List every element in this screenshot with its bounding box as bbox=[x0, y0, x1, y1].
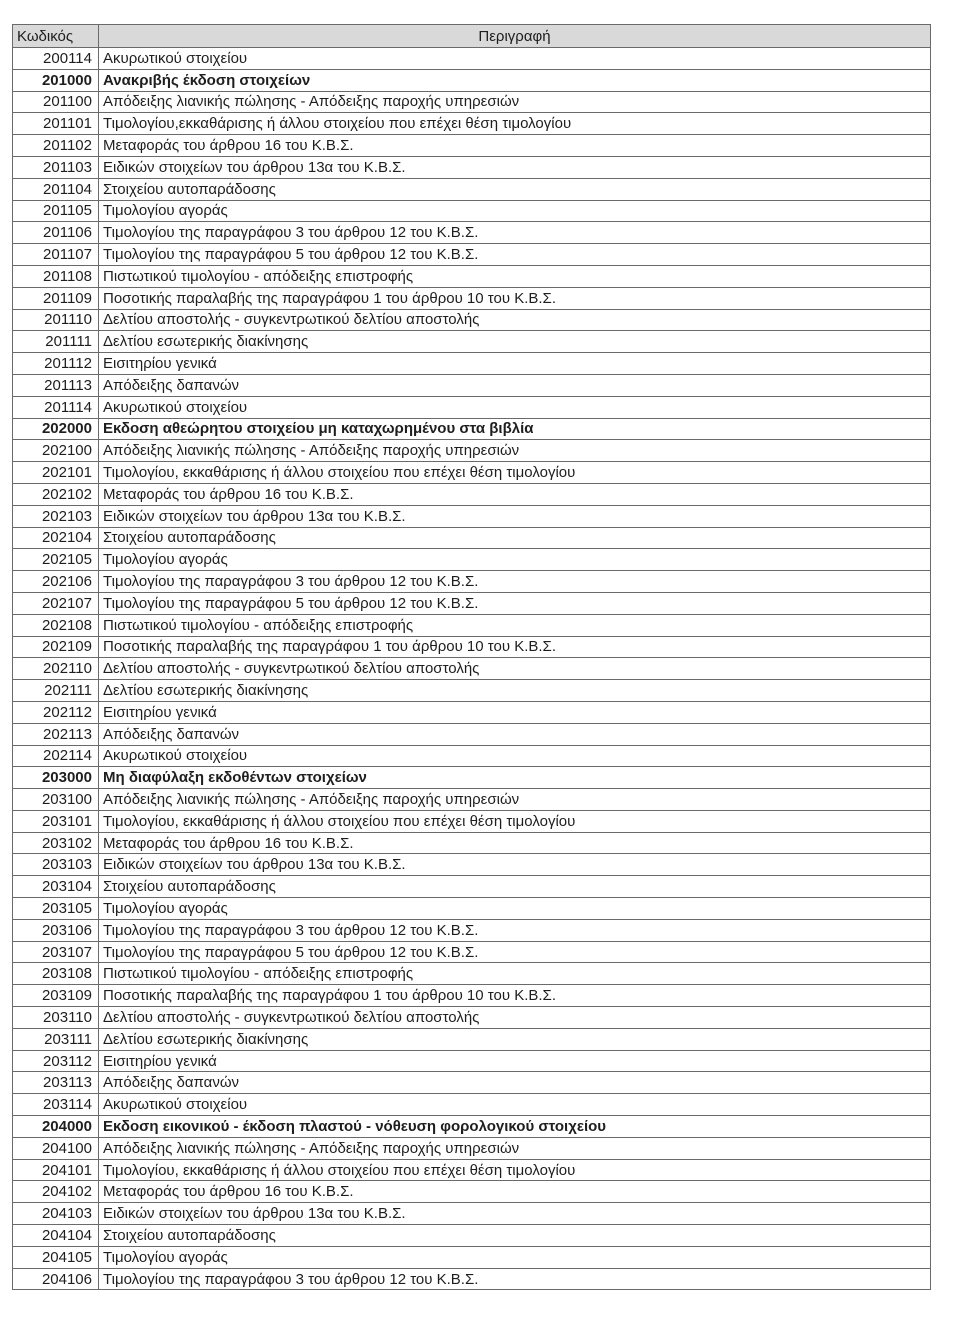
row-description: Απόδειξης λιανικής πώλησης - Απόδειξης παροχής υπηρεσιών bbox=[99, 91, 931, 113]
violation-codes-table bbox=[12, 24, 931, 1290]
row-description: Τιμολογίου της παραγράφου 5 του άρθρου 12 του Κ.Β.Σ. bbox=[99, 592, 931, 614]
row-code: 203104 bbox=[13, 876, 99, 898]
row-description: Ποσοτικής παραλαβής της παραγράφου 1 του άρθρου 10 του Κ.Β.Σ. bbox=[99, 287, 931, 309]
table-row bbox=[13, 723, 931, 745]
row-code: 203113 bbox=[13, 1072, 99, 1094]
row-description: Εκδοση αθεώρητου στοιχείου μη καταχωρημένου στα βιβλία bbox=[99, 418, 931, 440]
row-description: Ακυρωτικού στοιχείου bbox=[99, 48, 931, 70]
row-description: Πιστωτικού τιμολογίου - απόδειξης επιστροφής bbox=[99, 963, 931, 985]
row-code: 201106 bbox=[13, 222, 99, 244]
row-description: Τιμολογίου αγοράς bbox=[99, 200, 931, 222]
row-code: 201101 bbox=[13, 113, 99, 135]
row-description: Τιμολογίου αγοράς bbox=[99, 898, 931, 920]
row-description: Στοιχείου αυτοπαράδοσης bbox=[99, 178, 931, 200]
row-description: Τιμολογίου της παραγράφου 3 του άρθρου 12 του Κ.Β.Σ. bbox=[99, 919, 931, 941]
row-description: Τιμολογίου της παραγράφου 5 του άρθρου 12 του Κ.Β.Σ. bbox=[99, 244, 931, 266]
table-row bbox=[13, 200, 931, 222]
row-description: Τιμολογίου της παραγράφου 3 του άρθρου 12 του Κ.Β.Σ. bbox=[99, 571, 931, 593]
table-row bbox=[13, 222, 931, 244]
row-description: Τιμολογίου της παραγράφου 3 του άρθρου 12 του Κ.Β.Σ. bbox=[99, 1268, 931, 1290]
table-row bbox=[13, 592, 931, 614]
row-code: 202103 bbox=[13, 505, 99, 527]
row-description: Πιστωτικού τιμολογίου - απόδειξης επιστροφής bbox=[99, 614, 931, 636]
row-description: Στοιχείου αυτοπαράδοσης bbox=[99, 1225, 931, 1247]
row-code: 202106 bbox=[13, 571, 99, 593]
row-description: Απόδειξης λιανικής πώλησης - Απόδειξης παροχής υπηρεσιών bbox=[99, 789, 931, 811]
row-description: Ποσοτικής παραλαβής της παραγράφου 1 του άρθρου 10 του Κ.Β.Σ. bbox=[99, 636, 931, 658]
row-code: 203101 bbox=[13, 810, 99, 832]
row-description: Εισιτηρίου γενικά bbox=[99, 1050, 931, 1072]
row-description: Εισιτηρίου γενικά bbox=[99, 353, 931, 375]
row-code: 201108 bbox=[13, 265, 99, 287]
row-code: 204106 bbox=[13, 1268, 99, 1290]
row-code: 202110 bbox=[13, 658, 99, 680]
table-row bbox=[13, 156, 931, 178]
table-row bbox=[13, 1028, 931, 1050]
row-code: 203114 bbox=[13, 1094, 99, 1116]
table-row bbox=[13, 309, 931, 331]
row-code: 202108 bbox=[13, 614, 99, 636]
row-description: Ειδικών στοιχείων του άρθρου 13α του Κ.Β.Σ. bbox=[99, 156, 931, 178]
row-description: Δελτίου εσωτερικής διακίνησης bbox=[99, 680, 931, 702]
row-code: 201000 bbox=[13, 69, 99, 91]
table-row bbox=[13, 767, 931, 789]
row-code: 204100 bbox=[13, 1137, 99, 1159]
table-row bbox=[13, 701, 931, 723]
row-code: 201112 bbox=[13, 353, 99, 375]
row-code: 204104 bbox=[13, 1225, 99, 1247]
row-description: Τιμολογίου, εκκαθάρισης ή άλλου στοιχείου που επέχει θέση τιμολογίου bbox=[99, 1159, 931, 1181]
row-description: Απόδειξης δαπανών bbox=[99, 374, 931, 396]
header-description: Περιγραφή bbox=[99, 25, 931, 48]
row-code: 201114 bbox=[13, 396, 99, 418]
table-row bbox=[13, 1268, 931, 1290]
table-row bbox=[13, 440, 931, 462]
row-code: 202113 bbox=[13, 723, 99, 745]
row-code: 201103 bbox=[13, 156, 99, 178]
row-code: 202100 bbox=[13, 440, 99, 462]
row-code: 204103 bbox=[13, 1203, 99, 1225]
table-row bbox=[13, 374, 931, 396]
table-row bbox=[13, 1007, 931, 1029]
table-row bbox=[13, 505, 931, 527]
table-row bbox=[13, 876, 931, 898]
table-row bbox=[13, 462, 931, 484]
row-description: Στοιχείου αυτοπαράδοσης bbox=[99, 876, 931, 898]
row-description: Πιστωτικού τιμολογίου - απόδειξης επιστροφής bbox=[99, 265, 931, 287]
row-code: 204000 bbox=[13, 1116, 99, 1138]
row-code: 202107 bbox=[13, 592, 99, 614]
table-row bbox=[13, 1159, 931, 1181]
row-description: Ακυρωτικού στοιχείου bbox=[99, 1094, 931, 1116]
table-row bbox=[13, 636, 931, 658]
table-row bbox=[13, 941, 931, 963]
row-description: Δελτίου εσωτερικής διακίνησης bbox=[99, 1028, 931, 1050]
table-row bbox=[13, 48, 931, 70]
table-row bbox=[13, 418, 931, 440]
row-description: Ειδικών στοιχείων του άρθρου 13α του Κ.Β.Σ. bbox=[99, 854, 931, 876]
row-description: Δελτίου εσωτερικής διακίνησης bbox=[99, 331, 931, 353]
table-row bbox=[13, 832, 931, 854]
row-code: 200114 bbox=[13, 48, 99, 70]
table-row bbox=[13, 614, 931, 636]
row-code: 203105 bbox=[13, 898, 99, 920]
table-row bbox=[13, 1116, 931, 1138]
table-row bbox=[13, 658, 931, 680]
table-row bbox=[13, 1137, 931, 1159]
row-description: Στοιχείου αυτοπαράδοσης bbox=[99, 527, 931, 549]
row-code: 203102 bbox=[13, 832, 99, 854]
table-row bbox=[13, 985, 931, 1007]
table-row bbox=[13, 396, 931, 418]
document-page bbox=[12, 24, 930, 1290]
table-row bbox=[13, 178, 931, 200]
row-description: Τιμολογίου, εκκαθάρισης ή άλλου στοιχείου που επέχει θέση τιμολογίου bbox=[99, 810, 931, 832]
table-header bbox=[13, 25, 931, 48]
table-row bbox=[13, 854, 931, 876]
row-description: Μη διαφύλαξη εκδοθέντων στοιχείων bbox=[99, 767, 931, 789]
table-row bbox=[13, 680, 931, 702]
row-code: 202104 bbox=[13, 527, 99, 549]
row-description: Μεταφοράς του άρθρου 16 του Κ.Β.Σ. bbox=[99, 832, 931, 854]
table-row bbox=[13, 91, 931, 113]
row-code: 201111 bbox=[13, 331, 99, 353]
row-code: 204102 bbox=[13, 1181, 99, 1203]
row-code: 203103 bbox=[13, 854, 99, 876]
table-row bbox=[13, 1203, 931, 1225]
table-row bbox=[13, 1050, 931, 1072]
row-description: Ποσοτικής παραλαβής της παραγράφου 1 του άρθρου 10 του Κ.Β.Σ. bbox=[99, 985, 931, 1007]
row-code: 202105 bbox=[13, 549, 99, 571]
table-row bbox=[13, 135, 931, 157]
row-code: 204101 bbox=[13, 1159, 99, 1181]
row-code: 202102 bbox=[13, 483, 99, 505]
row-description: Απόδειξης λιανικής πώλησης - Απόδειξης παροχής υπηρεσιών bbox=[99, 440, 931, 462]
table-row bbox=[13, 1181, 931, 1203]
table-row bbox=[13, 898, 931, 920]
row-description: Εισιτηρίου γενικά bbox=[99, 701, 931, 723]
table-row bbox=[13, 244, 931, 266]
row-description: Ακυρωτικού στοιχείου bbox=[99, 396, 931, 418]
row-description: Τιμολογίου,εκκαθάρισης ή άλλου στοιχείου που επέχει θέση τιμολογίου bbox=[99, 113, 931, 135]
row-code: 202114 bbox=[13, 745, 99, 767]
table-row bbox=[13, 789, 931, 811]
table-row bbox=[13, 69, 931, 91]
row-code: 201110 bbox=[13, 309, 99, 331]
header-code: Κωδικός bbox=[13, 25, 99, 48]
row-code: 201113 bbox=[13, 374, 99, 396]
table-row bbox=[13, 1072, 931, 1094]
table-row bbox=[13, 919, 931, 941]
row-description: Δελτίου αποστολής - συγκεντρωτικού δελτίου αποστολής bbox=[99, 309, 931, 331]
row-code: 203106 bbox=[13, 919, 99, 941]
row-description: Τιμολογίου αγοράς bbox=[99, 549, 931, 571]
table-row bbox=[13, 483, 931, 505]
row-code: 201104 bbox=[13, 178, 99, 200]
row-description: Μεταφοράς του άρθρου 16 του Κ.Β.Σ. bbox=[99, 1181, 931, 1203]
table-row bbox=[13, 113, 931, 135]
table-row bbox=[13, 265, 931, 287]
row-code: 202101 bbox=[13, 462, 99, 484]
row-code: 203112 bbox=[13, 1050, 99, 1072]
row-description: Ακυρωτικού στοιχείου bbox=[99, 745, 931, 767]
row-description: Τιμολογίου αγοράς bbox=[99, 1246, 931, 1268]
table-row bbox=[13, 527, 931, 549]
table-row bbox=[13, 549, 931, 571]
row-code: 202112 bbox=[13, 701, 99, 723]
table-row bbox=[13, 810, 931, 832]
table-row bbox=[13, 331, 931, 353]
table-row bbox=[13, 745, 931, 767]
row-description: Ανακριβής έκδοση στοιχείων bbox=[99, 69, 931, 91]
row-description: Ειδικών στοιχείων του άρθρου 13α του Κ.Β.Σ. bbox=[99, 1203, 931, 1225]
header-row bbox=[13, 25, 931, 48]
row-description: Τιμολογίου της παραγράφου 5 του άρθρου 12 του Κ.Β.Σ. bbox=[99, 941, 931, 963]
row-description: Δελτίου αποστολής - συγκεντρωτικού δελτίου αποστολής bbox=[99, 658, 931, 680]
row-description: Τιμολογίου, εκκαθάρισης ή άλλου στοιχείου που επέχει θέση τιμολογίου bbox=[99, 462, 931, 484]
row-code: 202000 bbox=[13, 418, 99, 440]
row-description: Απόδειξης λιανικής πώλησης - Απόδειξης παροχής υπηρεσιών bbox=[99, 1137, 931, 1159]
row-code: 203100 bbox=[13, 789, 99, 811]
row-description: Απόδειξης δαπανών bbox=[99, 723, 931, 745]
row-code: 202111 bbox=[13, 680, 99, 702]
table-row bbox=[13, 963, 931, 985]
row-code: 204105 bbox=[13, 1246, 99, 1268]
row-description: Τιμολογίου της παραγράφου 3 του άρθρου 12 του Κ.Β.Σ. bbox=[99, 222, 931, 244]
table-row bbox=[13, 1246, 931, 1268]
table-body bbox=[13, 48, 931, 1290]
row-code: 201109 bbox=[13, 287, 99, 309]
row-description: Απόδειξης δαπανών bbox=[99, 1072, 931, 1094]
row-code: 203107 bbox=[13, 941, 99, 963]
row-description: Δελτίου αποστολής - συγκεντρωτικού δελτίου αποστολής bbox=[99, 1007, 931, 1029]
row-code: 203109 bbox=[13, 985, 99, 1007]
row-code: 203108 bbox=[13, 963, 99, 985]
row-description: Εκδοση εικονικού - έκδοση πλαστού - νόθευση φορολογικού στοιχείου bbox=[99, 1116, 931, 1138]
row-code: 201102 bbox=[13, 135, 99, 157]
table-row bbox=[13, 287, 931, 309]
row-code: 203000 bbox=[13, 767, 99, 789]
table-row bbox=[13, 353, 931, 375]
table-row bbox=[13, 1225, 931, 1247]
row-code: 202109 bbox=[13, 636, 99, 658]
row-description: Μεταφοράς του άρθρου 16 του Κ.Β.Σ. bbox=[99, 483, 931, 505]
row-code: 203111 bbox=[13, 1028, 99, 1050]
row-code: 201107 bbox=[13, 244, 99, 266]
row-code: 201105 bbox=[13, 200, 99, 222]
row-description: Ειδικών στοιχείων του άρθρου 13α του Κ.Β.Σ. bbox=[99, 505, 931, 527]
row-code: 201100 bbox=[13, 91, 99, 113]
row-code: 203110 bbox=[13, 1007, 99, 1029]
row-description: Μεταφοράς του άρθρου 16 του Κ.Β.Σ. bbox=[99, 135, 931, 157]
table-row bbox=[13, 571, 931, 593]
table-row bbox=[13, 1094, 931, 1116]
